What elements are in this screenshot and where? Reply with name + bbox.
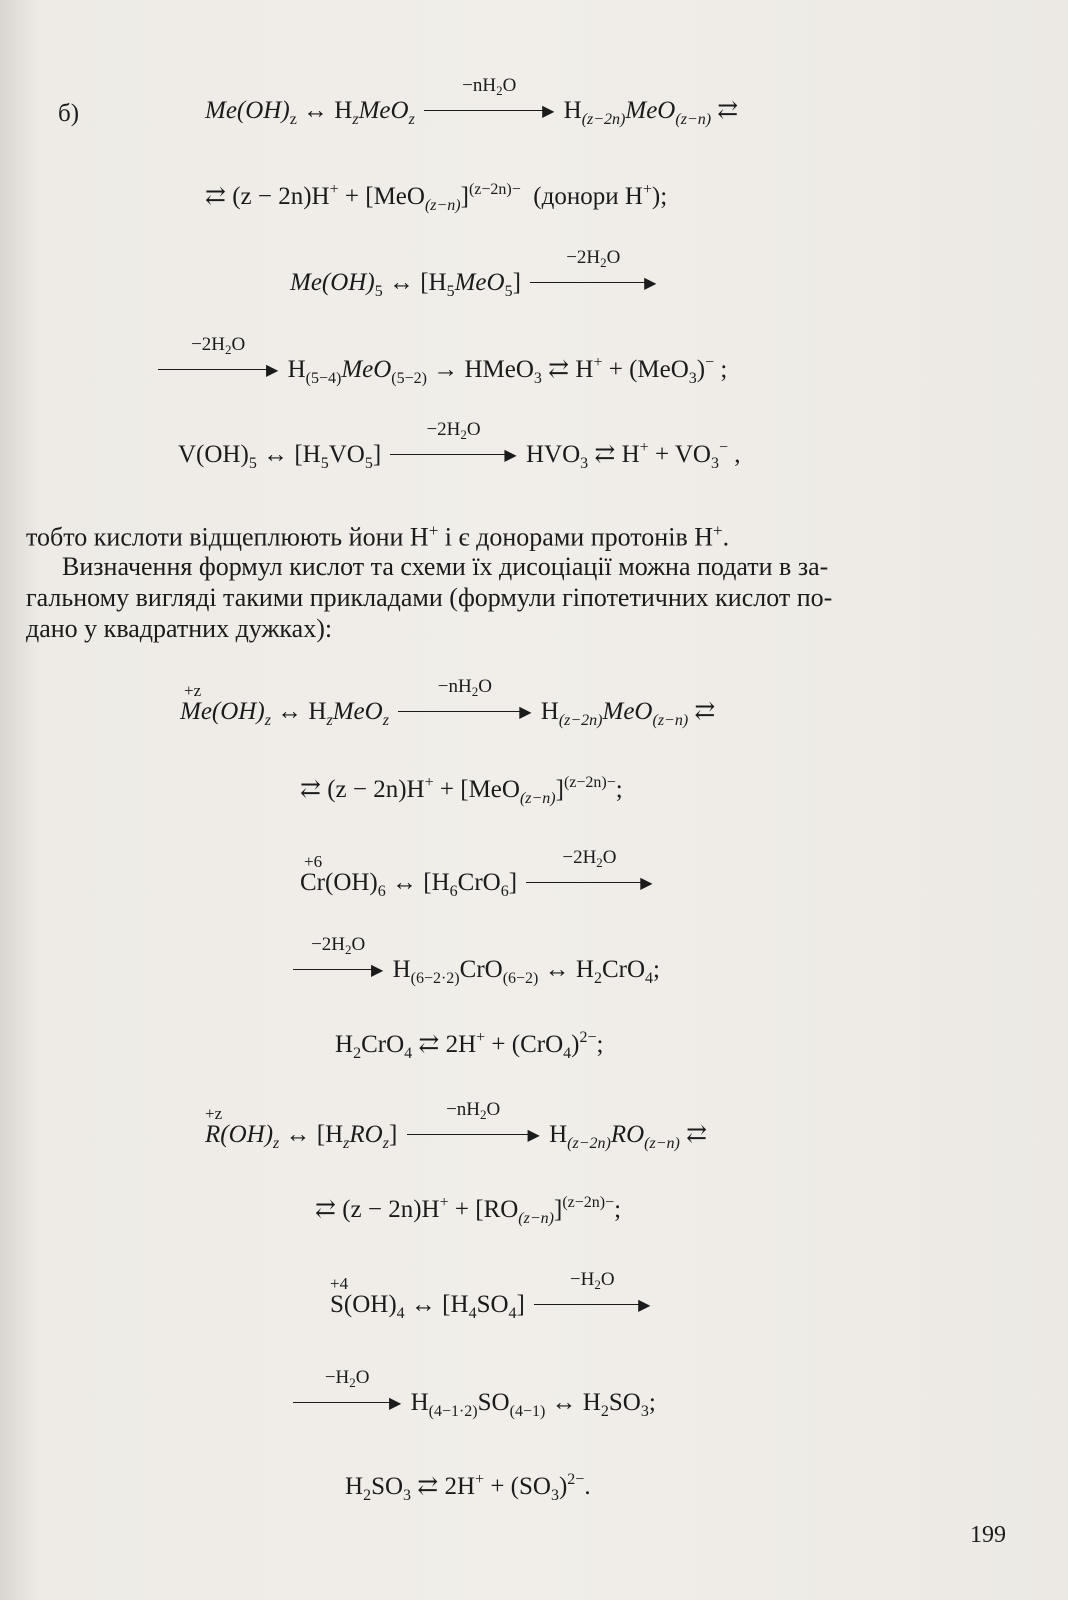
reaction-arrow: $-nH_2O$ ▶ — [424, 96, 554, 126]
reaction-arrow: $-nH_2O$ ▶ — [407, 1120, 540, 1150]
reaction-arrow: $-H_2O$ ▶ — [293, 1388, 401, 1418]
equation-8: +6 $Cr(OH)_6$ ↔ $[H_6CrO_6]$ $-2H_2O$ ▶ — [300, 847, 653, 900]
reaction-arrow: $-H_2O$ ▶ — [534, 1290, 650, 1320]
equation-4: $-2H_2O$ ▶ $H_{(5-4)}MeO_{(5-2)}$ → HMeO$_3$ ⇄ H+ + (MeO$_3$)− ; — [155, 355, 727, 385]
equation-5: $V(OH)_5$ ↔ $[H_5VO_5]$ $-2H_2O$ ▶ $HVO_3$ ⇄ $H^+ + VO_3^-$ , — [178, 419, 741, 472]
oxidation-state: +z — [184, 681, 202, 700]
reaction-arrow: $-2H_2O$ ▶ — [158, 355, 278, 385]
equation-2: ⇄ $(z - 2n)H^+ + [MeO_{(z-n)}]^{(z-2n)-}$ (донори H+); — [205, 181, 668, 214]
reaction-arrow: $-nH_2O$ ▶ — [398, 697, 531, 727]
equation-7: ⇄ $(z - 2n)H^+ + [MeO_{(z-n)}]^{(z-2n)-}$; — [300, 774, 623, 807]
reaction-arrow: $-2H_2O$ ▶ — [390, 440, 516, 470]
equation-6: +z $Me(OH)_z$ ↔ $H_zMeO_z$ $-nH_2O$ ▶ $H_{(z-2n)}MeO_{(z-n)}$ ⇄ — [180, 676, 716, 729]
equation-1: $Me(OH)_z$ ↔ $H_zMeO_z$ $-nH_2O$ ▶ $H_{(z-2n)}MeO_{(z-n)}$ ⇄ — [205, 75, 739, 128]
oxidation-state: +6 — [304, 852, 323, 871]
equation-15: $H_2SO_3$ ⇄ $2H^+ + (SO_3)^{2-}$. — [345, 1471, 591, 1504]
equation-12: ⇄ $(z - 2n)H^+ + [RO_{(z-n)}]^{(z-2n)-}$; — [315, 1194, 622, 1227]
equation-11: +z $R(OH)_z$ ↔ $[H_zRO_z]$ $-nH_2O$ ▶ $H_{(z-2n)}RO_{(z-n)}$ ⇄ — [205, 1099, 708, 1152]
equation-9: $-2H_2O$ ▶ $H_{(6-2\cdot 2)}CrO_{(6-2)}$ ↔ $H_2CrO_4$; — [290, 955, 660, 985]
reaction-arrow: $-2H_2O$ ▶ — [526, 868, 652, 898]
equation-14: $-H_2O$ ▶ $H_{(4-1\cdot 2)}SO_{(4-1)}$ ↔ $H_2SO_3$; — [290, 1388, 656, 1418]
text-line-protons: тобто кислоти відщеплюють йони H+ і є донорами протонів H+. — [26, 521, 730, 552]
equation-3: $Me(OH)_5$ ↔ $[H_5MeO_5]$ $-2H_2O$ ▶ — [290, 247, 657, 300]
reaction-arrow: $-2H_2O$ ▶ — [530, 268, 656, 298]
equation-13: +4 $S(OH)_4$ ↔ $[H_4SO_4]$ $-H_2O$ ▶ — [330, 1269, 651, 1322]
reaction-arrow: $-2H_2O$ ▶ — [293, 955, 383, 985]
equation-10: $H_2CrO_4$ ⇄ $2H^+ + (CrO_4)^{2-}$; — [335, 1029, 604, 1062]
oxidation-state: +4 — [330, 1274, 349, 1293]
paragraph: Визначення формул кислот та схеми їх дисоціації можна подати в за- гальному вигляді такими прикладами (формули гіпотетичних кислот по- дано у квадратних дужках): — [26, 552, 833, 643]
page-number: 199 — [970, 1522, 1006, 1548]
item-label-b: б) — [58, 100, 80, 127]
oxidation-state: +z — [205, 1104, 223, 1123]
